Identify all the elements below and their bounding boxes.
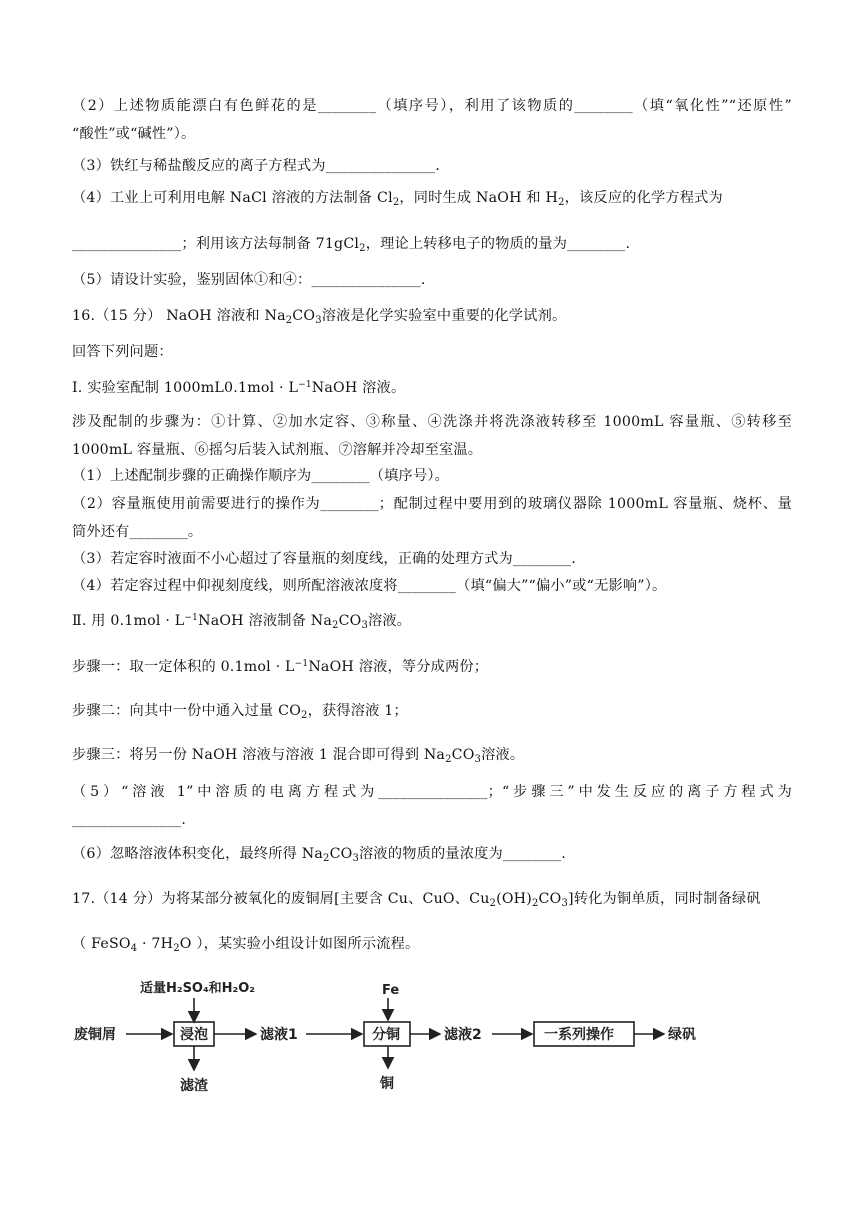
q16-part4: （4）若定容过程中仰视刻度线，则所配溶液浓度将________（填“偏大”“偏小”或“无影响”）。	[72, 578, 667, 594]
filtrate1-label: 滤液1	[260, 1027, 298, 1043]
iron-reagent-label: Fe	[382, 983, 400, 998]
reagent-h2so4-h2o2-label: 适量H₂SO₄和H₂O₂	[140, 981, 256, 996]
q16-step2: 步骤二：向其中一份中通入过量 $CO_2$，获得溶液 1；	[72, 703, 408, 721]
q15-part2-line1: （2）上述物质能漂白有色鲜花的是________（填序号），利用了该物质的________（填“氧化性”“还原性”	[72, 98, 792, 114]
soak-label: 浸泡	[180, 1027, 208, 1043]
q16-part3: （3）若定容时液面不小心超过了容量瓶的刻度线，正确的处理方式为________.	[72, 551, 576, 567]
q16-steps-line2: 1000mL 容量瓶、⑥摇匀后装入试剂瓶、⑦溶解并冷却至室温。	[72, 442, 483, 458]
q15-part4-line1: （4）工业上可利用电解 NaCl 溶液的方法制备 $Cl_2$，同时生成 NaOH 和 $H_2$，该反应的化学方程式为	[72, 190, 723, 208]
copper-separation-label: 分铜	[372, 1027, 400, 1043]
waste-copper-label: 废铜屑	[74, 1027, 116, 1043]
q15-part3: （3）铁红与稀盐酸反应的离子方程式为_______________.	[72, 158, 440, 174]
q16-part5-line1: （5）“溶液 1”中溶质的电离方程式为_______________；“步骤三”中发生反应的离子方程式为	[72, 784, 792, 800]
q17-stem-line2: （ FeSO$_4$ · $7H_2O$ ），某实验小组设计如图所示流程。	[72, 936, 420, 954]
q16-part2-line2: 筒外还有________。	[72, 524, 203, 540]
q15-part5: （5）请设计实验，鉴别固体①和④：_______________.	[72, 272, 426, 288]
q17-stem-line1: 17.（14 分）为将某部分被氧化的废铜屑[主要含 Cu、CuO、$Cu_2(OH)_2CO_3$]转化为铜单质，同时制备绿矾	[72, 891, 761, 909]
copper-label: 铜	[380, 1076, 394, 1092]
q16-section-1: Ⅰ. 实验室配制 $1000mL0.1mol \cdot L^{-1}NaOH$ 溶液。	[72, 380, 406, 396]
answer-prompt: 回答下列问题：	[72, 344, 173, 360]
green-vitriol-label: 绿矾	[668, 1027, 696, 1043]
operations-label: 一系列操作	[544, 1027, 614, 1043]
q16-step1: 步骤一：取一定体积的 $0.1mol \cdot L^{-1}NaOH$ 溶液，等分成两份；	[72, 659, 489, 675]
q16-steps-line1: 涉及配制的步骤为：①计算、②加水定容、③称量、④洗涤并将洗涤液转移至 1000mL 容量瓶、⑤转移至	[72, 414, 792, 430]
q16-part1: （1）上述配制步骤的正确操作顺序为________（填序号）。	[72, 468, 450, 484]
q16-part6: （6）忽略溶液体积变化，最终所得 $Na_2CO_3$溶液的物质的量浓度为________.	[72, 846, 566, 864]
q16-section-2: Ⅱ. 用 $0.1mol \cdot L^{-1}NaOH$ 溶液制备 $Na_2CO_3$溶液。	[72, 613, 412, 631]
q16-step3: 步骤三：将另一份 NaOH 溶液与溶液 1 混合即可得到 $Na_2CO_3$溶液。	[72, 747, 525, 765]
q15-part2-line2: “酸性”或“碱性”）。	[72, 126, 196, 142]
residue-label: 滤渣	[180, 1078, 208, 1094]
q15-part4-line2: _______________；利用该方法每制备 71gCl$_2$，理论上转移电子的物质的量为________.	[72, 236, 631, 254]
q16-stem: 16.（15 分） NaOH 溶液和 $Na_2CO_3$溶液是化学实验室中重要的化学试剂。	[72, 308, 567, 326]
q16-part2-line1: （2）容量瓶使用前需要进行的操作为________；配制过程中要用到的玻璃仪器除 1000mL 容量瓶、烧杯、量	[72, 496, 792, 512]
process-flowchart	[72, 972, 712, 1102]
q16-part5-line2: _______________.	[72, 812, 187, 828]
filtrate2-label: 滤液2	[444, 1027, 482, 1043]
